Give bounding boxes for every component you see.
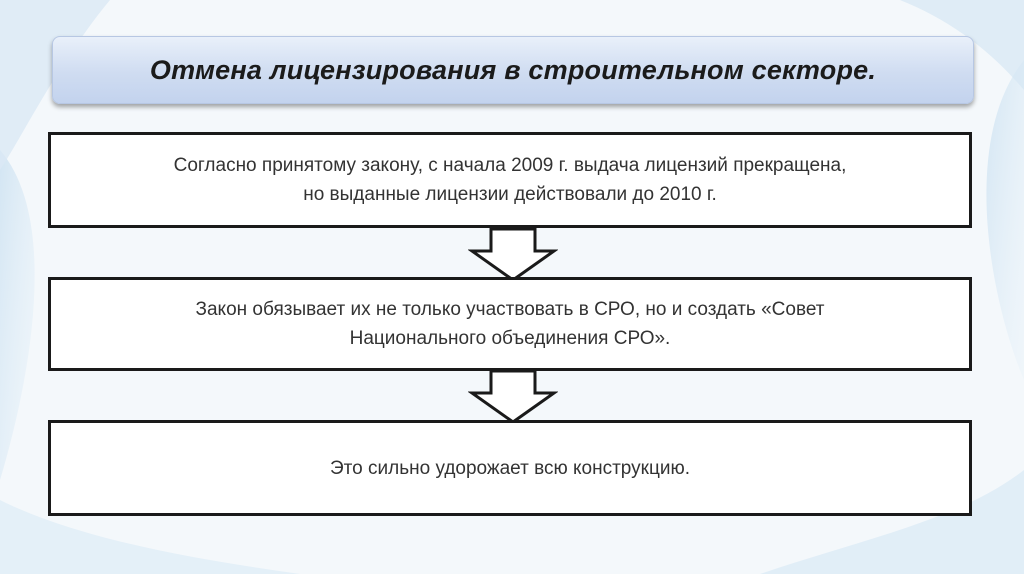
down-arrow-icon xyxy=(468,227,558,283)
down-arrow-icon xyxy=(468,369,558,425)
step-1-line-1: Согласно принятому закону, с начала 2009 г. выдача лицензий прекращена, xyxy=(173,155,847,176)
step-1-line-2: но выданные лицензии действовали до 2010 г. xyxy=(303,184,717,205)
step-2-line-1: Закон обязывает их не только участвовать в СРО, но и создать «Совет xyxy=(195,299,825,320)
step-box-2 xyxy=(48,277,972,371)
step-box-1 xyxy=(48,132,972,228)
step-box-3 xyxy=(48,420,972,516)
step-2-line-2: Национального объединения СРО». xyxy=(349,328,671,349)
step-3-line-1: Это сильно удорожает всю конструкцию. xyxy=(330,457,690,479)
title-banner xyxy=(52,36,974,104)
slide-title: Отмена лицензирования в строительном секторе. xyxy=(149,54,877,85)
